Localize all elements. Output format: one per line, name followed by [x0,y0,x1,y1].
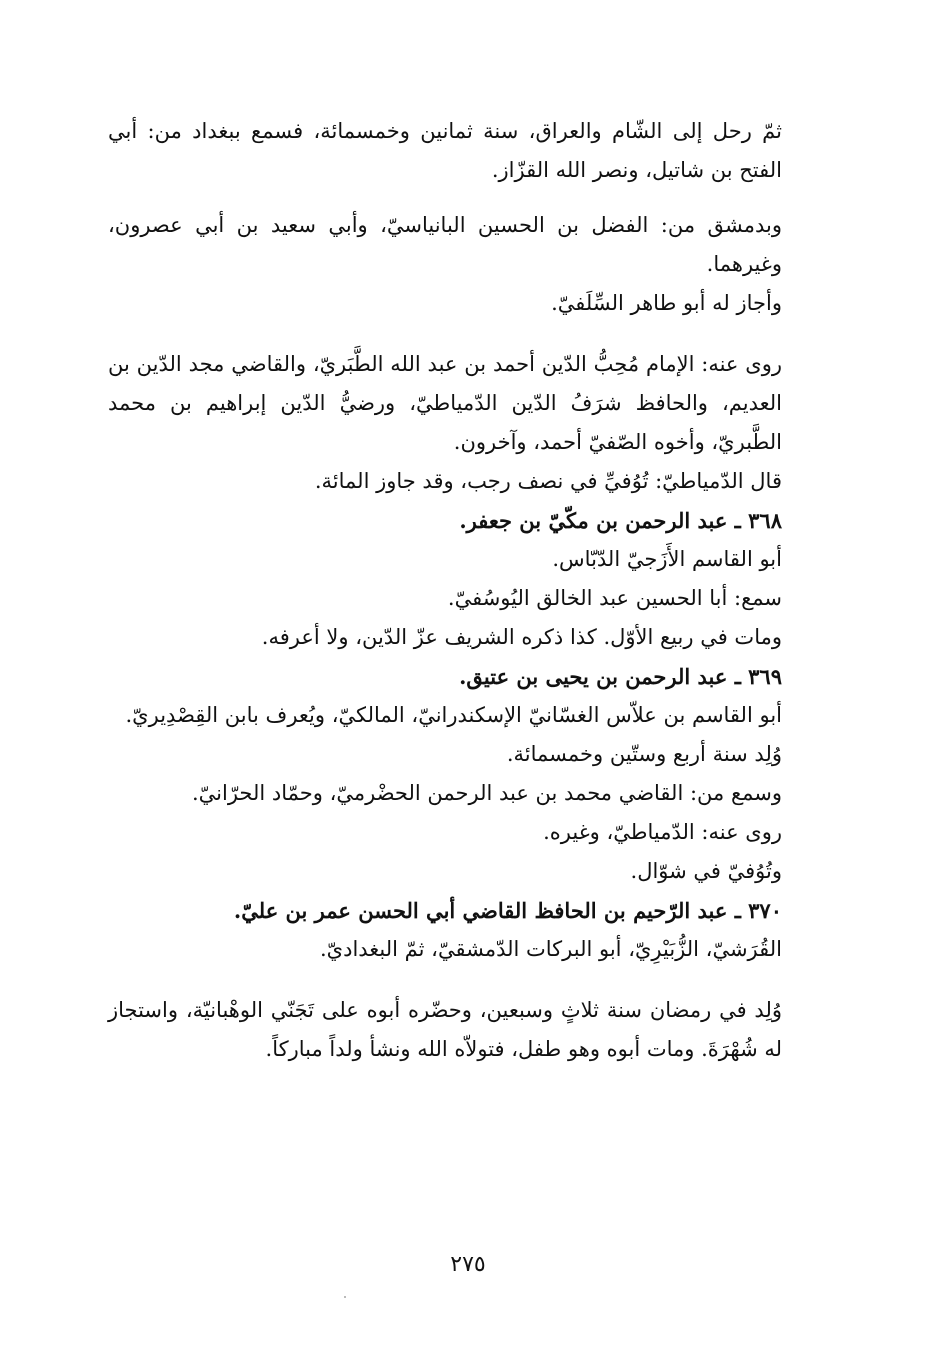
entry-370-heading: ٣٧٠ ـ عبد الرّحيم بن الحافظ القاضي أبي الحسن عمر بن عليّ. [233,898,782,923]
paragraph-death: قال الدّمياطيّ: تُوُفيِّ في نصف رجب، وقد جاوز المائة. [314,469,782,493]
entry-369-birth: وُلِد سنة أربع وستّين وخمسمائة. [506,742,782,766]
entry-369-death: وتُوُفيّ في شوّال. [630,859,782,883]
entry-370-birth: وُلِد في رمضان سنة ثلاثٍ وسبعين، وحضّره أبوه على تَجَنّي الوهْبانيّة، واستجاز له شُهْرَةَ. ومات أبوه وهو طفل، فتولاّه الله ونشأ ولداً مباركاً. [108,998,782,1061]
entry-368-heading: ٣٦٨ ـ عبد الرحمن بن مكّيّ بن جعفر. [459,508,782,533]
paragraph-travel: ثمّ رحل إلى الشّام والعراق، سنة ثمانين وخمسمائة، فسمع ببغداد من: أبي الفتح بن شاتيل، ونصر الله القزّاز. [108,119,782,182]
entry-368-kunya: أبو القاسم الأَزَجيّ الدّبّاس. [552,547,782,571]
scan-speck [344,1296,346,1298]
entry-369-narrators: روى عنه: الدّمياطيّ، وغيره. [543,820,782,844]
paragraph-damascus: وبدمشق من: الفضل بن الحسين البانياسيّ، وأبي سعيد بن أبي عصرون، وغيرهما. [108,213,782,276]
page-number: ٢٧٥ [450,1252,486,1277]
paragraph-ijaza: وأجاز له أبو طاهر السِّلَفيّ. [551,291,782,315]
paragraph-narrators: روى عنه: الإمام مُحِبُّ الدّين أحمد بن عبد الله الطَّبَريّ، والقاضي مجد الدّين بن العديم، والحافظ شرَفُ الدّين الدّمياطيّ، ورضيُّ الدّين إبراهيم بن محمد الطَّبريّ، وأخوه الصّفيّ أحمد، وآخرون. [108,352,782,454]
entry-369-heard: وسمع من: القاضي محمد بن عبد الرحمن الحضْرميّ، وحمّاد الحرّانيّ. [191,781,782,805]
entry-369-kunya: أبو القاسم بن علاّس الغسّانيّ الإسكندرانيّ، المالكيّ، ويُعرف بابن القِصْدِيريّ. [125,703,782,727]
entry-368-death: ومات في ربيع الأوّل. كذا ذكره الشريف عزّ الدّين، ولا أعرفه. [261,625,782,649]
entry-369-heading: ٣٦٩ ـ عبد الرحمن بن يحيى بن عتيق. [459,664,782,689]
page-body [108,112,838,1069]
entry-370-nisba: القُرَشيّ، الزُّبَيْرِيّ، أبو البركات الدّمشقيّ، ثمّ البغداديّ. [319,937,782,961]
entry-368-heard: سمع: أبا الحسين عبد الخالق اليُوسُفيّ. [447,586,782,610]
